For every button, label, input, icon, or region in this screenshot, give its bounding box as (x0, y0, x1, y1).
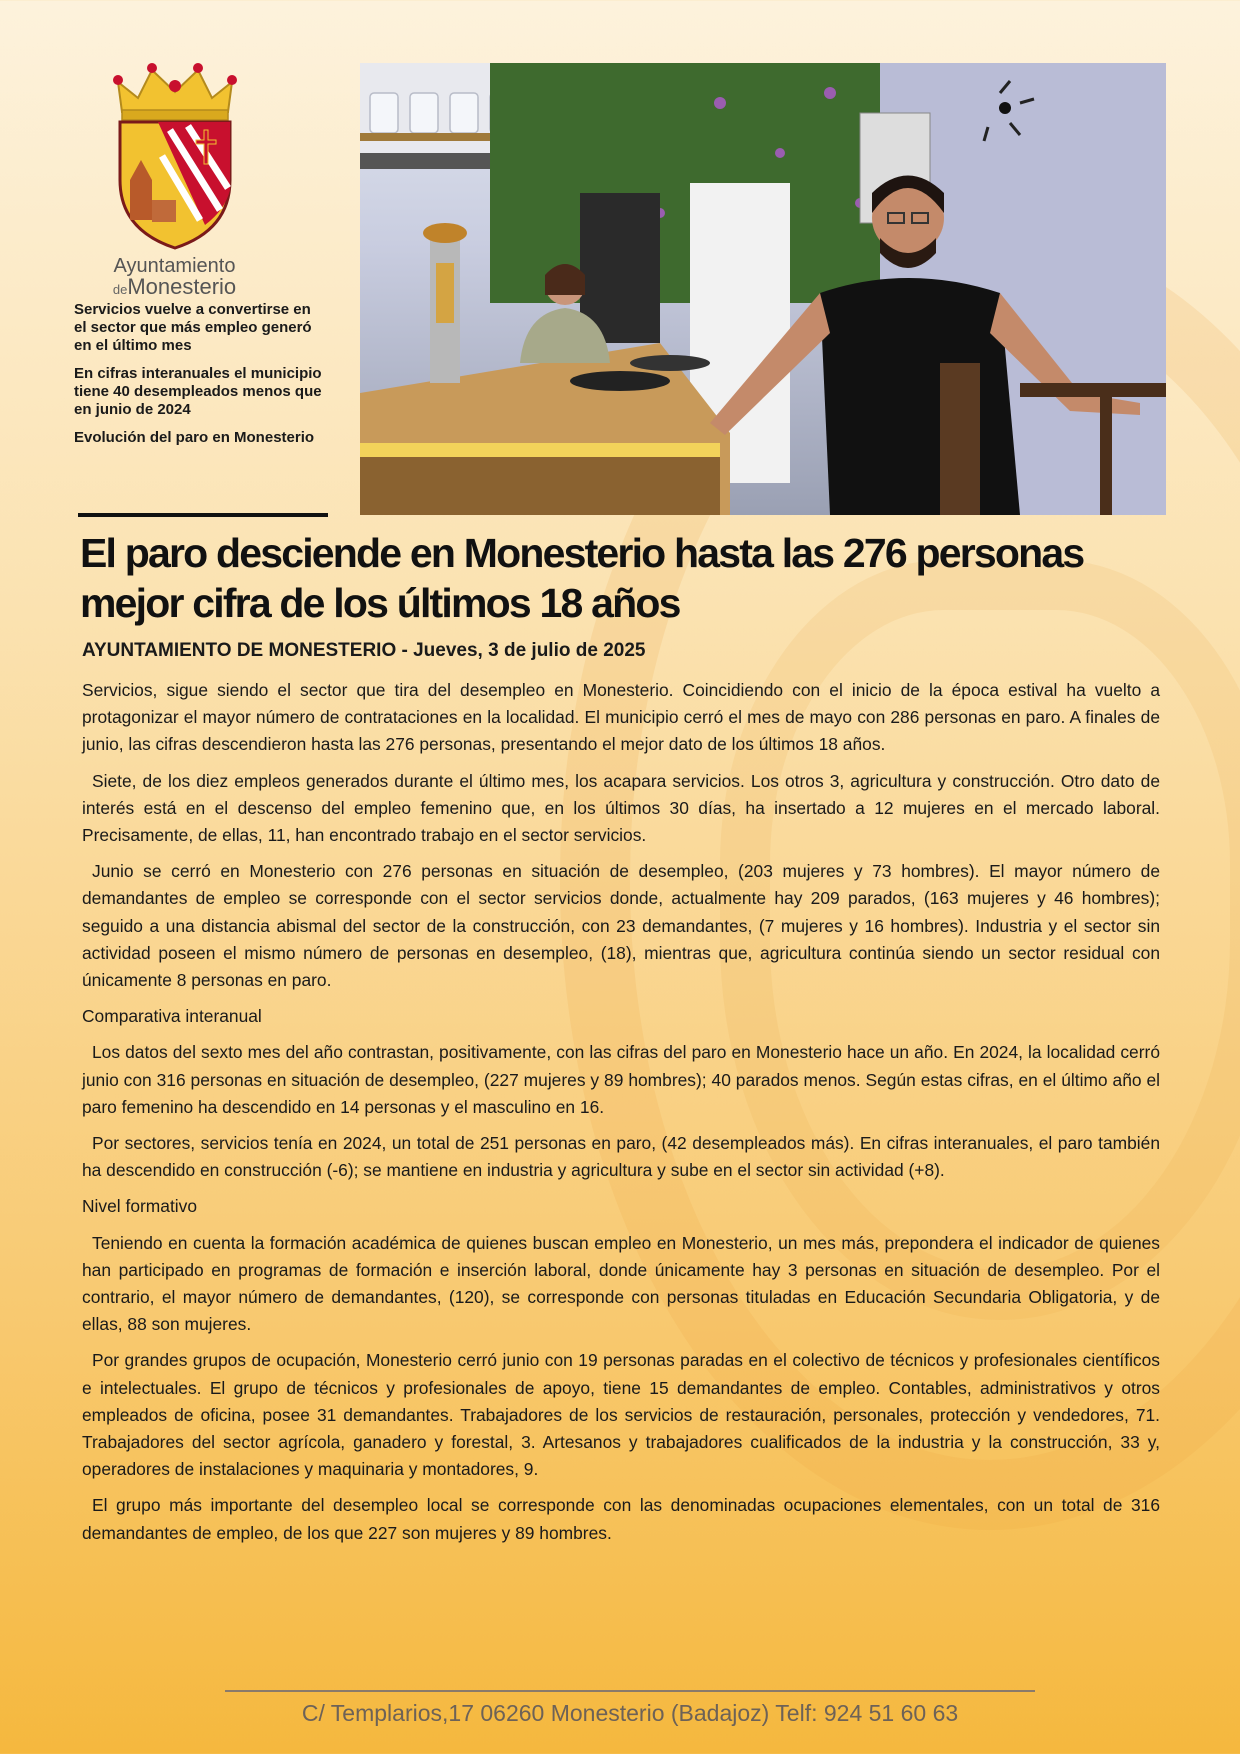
logo-text-de: de (112, 282, 128, 297)
article-byline: AYUNTAMIENTO DE MONESTERIO - Jueves, 3 de julio de 2025 (82, 640, 646, 661)
article-paragraph: Siete, de los diez empleos generados durante el último mes, los acapara servicios. Los otros 3, agricultura y construcción. Otro dato de interés está en el descenso del empleo femenino que, en los últimos 30 días, ha insertado a 12 mujeres en el mercado laboral. Precisamente, de ellas, 11, han encontrado trabajo en el sector servicios. (82, 770, 1160, 846)
bar-staff-photo (360, 63, 1166, 515)
logo-text-monesterio: Monesterio (127, 274, 237, 299)
photo-illustration (360, 63, 1166, 515)
summary-item: Servicios vuelve a convertirse en el sector que más empleo generó en el último mes (74, 301, 312, 354)
municipal-logo-wordmark (92, 256, 257, 298)
summary-item: Evolución del paro en Monesterio (74, 429, 315, 446)
section-subheading: Comparativa interanual (82, 1006, 262, 1027)
article-paragraph: Junio se cerró en Monesterio con 276 personas en situación de desempleo, (203 mujeres y 73 hombres). El mayor número de demandantes de empleo se corresponde con el sector servicios donde, actualmente hay 209 parados, (163 mujeres y 46 hombres); seguido a una distancia abismal del sector de la construcción, con 23 demandantes, (7 mujeres y 16 hombres). Industria y el sector sin actividad poseen el mismo número de personas en desempleo, (18), mientras que, agricultura continúa siendo un sector residual con únicamente 8 personas en paro. (82, 861, 1160, 991)
summary-highlights (74, 301, 324, 457)
footer-address: C/ Templarios,17 06260 Monesterio (Badajoz) Telf: 924 51 60 63 (301, 1700, 959, 1726)
page-title: El paro desciende en Monesterio hasta las 276 personas mejor cifra de los últimos 18 años (80, 530, 1084, 626)
municipal-crest-logo (100, 60, 250, 260)
article-paragraph: Teniendo en cuenta la formación académica de quienes buscan empleo en Monesterio, un mes más, prepondera el indicador de quienes han participado en programas de formación e inserción laboral, donde únicamente hay 3 personas en situación de desempleo. Por el contrario, el mayor número de demandantes, (120), se corresponde con personas tituladas en Educación Secundaria Obligatoria, y de ellas, 88 son mujeres. (82, 1232, 1160, 1335)
article-paragraph: El grupo más importante del desempleo local se corresponde con las denominadas ocupaciones elementales, con un total de 316 demandantes de empleo, de los que 227 son mujeres y 89 hombres. (82, 1495, 1160, 1543)
article-paragraph: Por sectores, servicios tenía en 2024, un total de 251 personas en paro, (42 desempleados más). En cifras interanuales, el paro también ha descendido en construcción (-6); se mantiene en industria y agricultura y sube en el sector sin actividad (+8). (82, 1133, 1160, 1181)
article-body (82, 677, 1160, 1556)
article-paragraph: Por grandes grupos de ocupación, Monesterio cerró junio con 19 personas paradas en el colectivo de técnicos y profesionales científicos e intelectuales. El grupo de técnicos y profesionales de apoyo, tiene 15 demandantes de empleo. Contables, administrativos y otros empleados de oficina, posee 31 demandantes. Trabajadores de los servicios de restauración, personales, protección y vendedores, 71. Trabajadores del sector agrícola, ganadero y forestal, 3. Artesanos y trabajadores cualificados de la industria y la construcción, 33 y, operadores de instalaciones y maquinaria y montadores, 9. (82, 1350, 1160, 1480)
summary-item: En cifras interanuales el municipio tiene 40 desempleados menos que en junio de 2024 (74, 365, 322, 418)
article-paragraph: Los datos del sexto mes del año contrastan, positivamente, con las cifras del paro en Monesterio hace un año. En 2024, la localidad cerró junio con 316 personas en situación de desempleo, (227 mujeres y 89 hombres); 40 parados menos. Según estas cifras, en el último año el paro femenino ha descendido en 14 personas y el masculino en 16. (82, 1042, 1160, 1117)
section-subheading: Nivel formativo (82, 1196, 198, 1217)
logo-text-ayuntamiento: Ayuntamiento (113, 255, 236, 277)
article-paragraph: Servicios, sigue siendo el sector que tira del desempleo en Monesterio. Coincidiendo con el inicio de la época estival ha vuelto a protagonizar el mayor número de contrataciones en la localidad. El municipio cerró el mes de mayo con 286 personas en paro. A finales de junio, las cifras descendieron hasta las 276 personas, presentando el mejor dato de los últimos 18 años. (82, 680, 1160, 755)
headline-rule (78, 513, 328, 517)
footer-rule (225, 1690, 1035, 1692)
